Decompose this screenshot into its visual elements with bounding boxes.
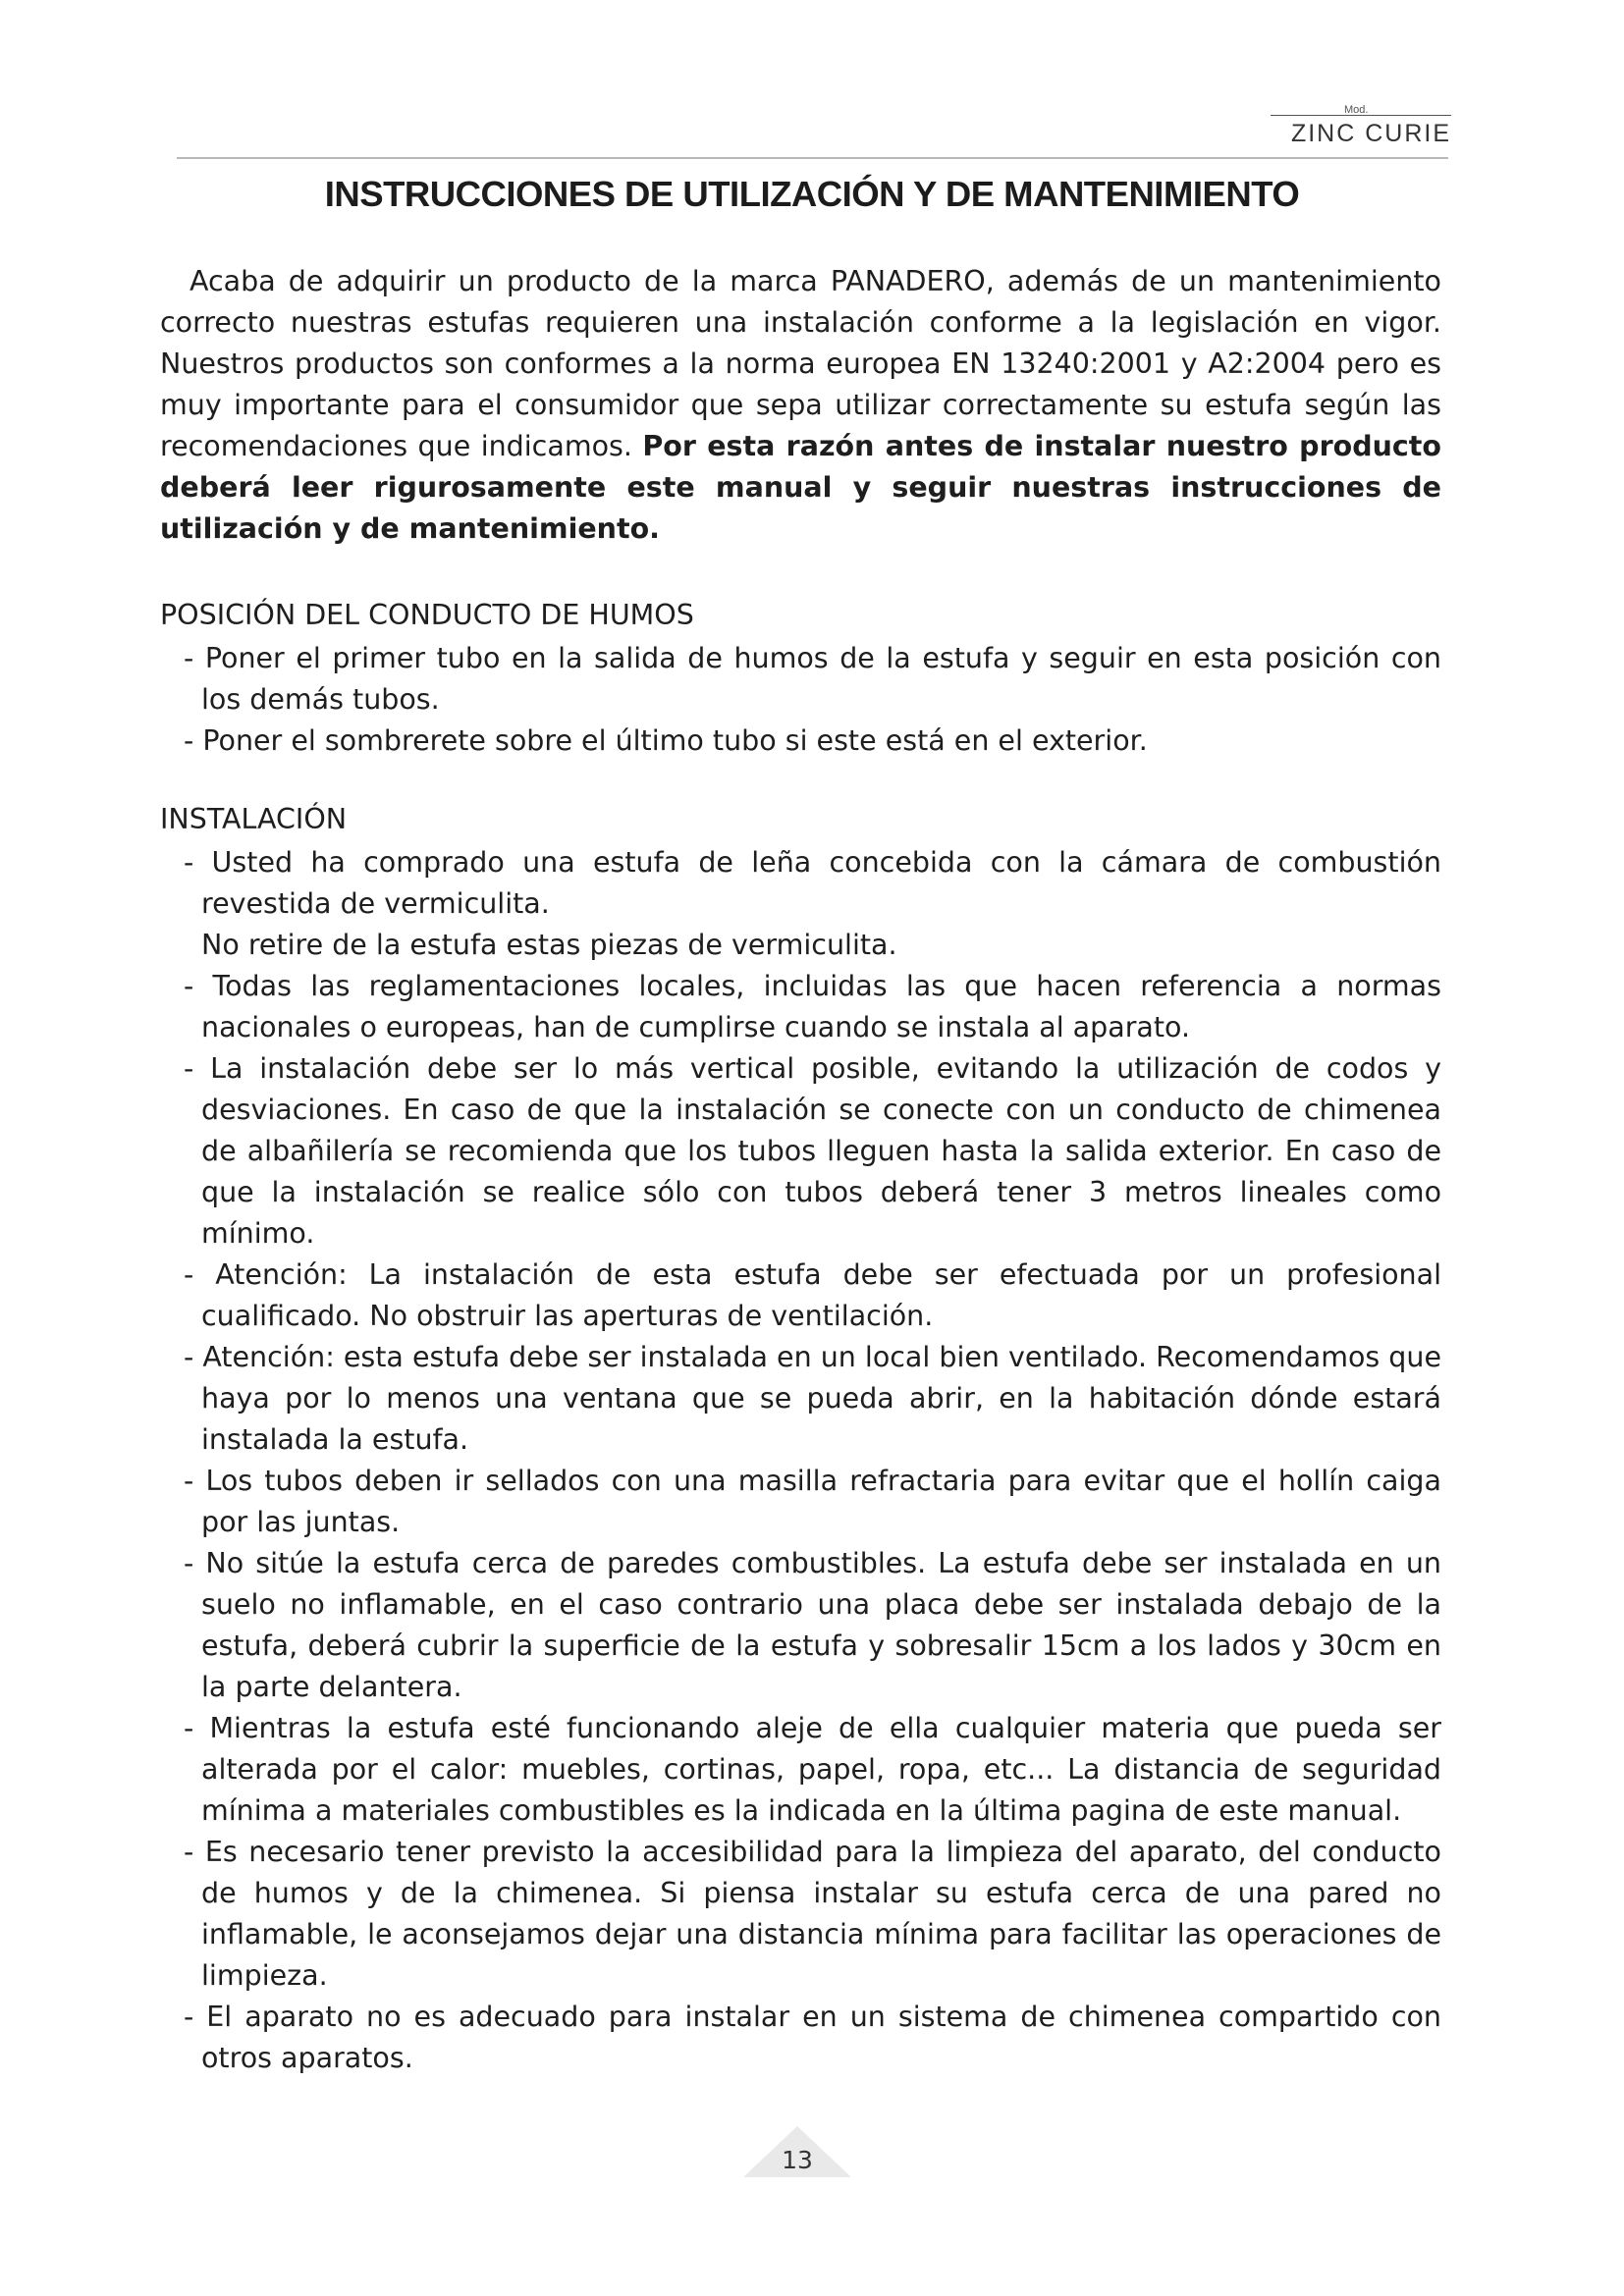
page-title: INSTRUCCIONES DE UTILIZACIÓN Y DE MANTENIMIENTO xyxy=(324,174,1300,214)
list-item: - El aparato no es adecuado para instalar en un sistema de chimenea compartido con otros aparatos. xyxy=(184,2001,1441,2074)
flue-position-list xyxy=(184,638,1441,762)
brand-logo xyxy=(1290,104,1451,148)
page-number: 13 xyxy=(782,2146,813,2174)
list-item-text: - Usted ha comprado una estufa de leña concebida con la cámara de combustión revestida de vermiculita. xyxy=(184,846,1441,920)
document-body xyxy=(160,261,1441,2079)
list-item: - Atención: esta estufa debe ser instalada en un local bien ventilado. Recomendamos que haya por lo menos una ventana que se pueda abrir, en la habitación dónde estará instalada la estufa. xyxy=(184,1341,1441,1456)
brand-model-label: Mod. xyxy=(1343,104,1369,116)
list-item: - Poner el primer tubo en la salida de humos de la estufa y seguir en esta posición con los demás tubos. xyxy=(184,642,1441,716)
list-item-note: No retire de la estufa estas piezas de vermiculita. xyxy=(201,929,897,961)
list-item: - Es necesario tener previsto la accesibilidad para la limpieza del aparato, del conducto de humos y de la chimenea. Si piensa instalar su estufa cerca de una pared no inflamable, le aconsejamos dejar una distancia mínima para facilitar las operaciones de limpieza. xyxy=(184,1836,1441,1992)
list-item: - No sitúe la estufa cerca de paredes combustibles. La estufa debe ser instalada en un suelo no inflamable, en el caso contrario una placa debe ser instalada debajo de la estufa, deberá cubrir la superficie de la estufa y sobresalir 15cm a los lados y 30cm en la parte delantera. xyxy=(184,1547,1441,1703)
intro-text: Acaba de adquirir un producto de la marca PANADERO, además de un mantenimiento correcto nuestras estufas requieren una instalación conforme a la legislación en vigor. Nuestros productos son conformes a la norma europea EN 13240:2001 y A2:2004 pero es muy importante para el consumidor que sepa utilizar correctamente su estufa según las recomendaciones que indicamos. xyxy=(160,265,1441,462)
list-item xyxy=(184,842,1441,966)
list-item: - La instalación debe ser lo más vertical posible, evitando la utilización de codos y desviaciones. En caso de que la instalación se conecte con un conducto de chimenea de albañilería se recomienda que los tubos lleguen hasta la salida exterior. En caso de que la instalación se realice sólo con tubos deberá tener 3 metros lineales como mínimo. xyxy=(184,1052,1441,1250)
list-item: - Atención: La instalación de esta estufa debe ser efectuada por un profesional cualificado. No obstruir las aperturas de ventilación. xyxy=(184,1258,1441,1332)
intro-bold-text: Por esta razón antes de instalar nuestro producto deberá leer rigurosamente este manual y seguir nuestras instrucciones de utilización y de mantenimiento. xyxy=(160,430,1442,545)
intro-paragraph xyxy=(160,261,1441,550)
list-item: - Todas las reglamentaciones locales, incluidas las que hacen referencia a normas nacionales o europeas, han de cumplirse cuando se instala al aparato. xyxy=(184,970,1441,1043)
list-item: - Mientras la estufa esté funcionando aleje de ella cualquier materia que pueda ser alterada por el calor: muebles, cortinas, papel, ropa, etc... La distancia de seguridad mínima a materiales combustibles es la indicada en la última pagina de este manual. xyxy=(184,1712,1441,1827)
header-rule xyxy=(177,157,1448,159)
brand-name: ZINC CURIE xyxy=(1290,120,1451,147)
list-item: - Poner el sombrerete sobre el último tubo si este está en el exterior. xyxy=(184,724,1148,757)
section-heading-installation: INSTALACIÓN xyxy=(160,803,348,835)
section-heading-flue-position: POSICIÓN DEL CONDUCTO DE HUMOS xyxy=(160,599,694,631)
list-item: - Los tubos deben ir sellados con una masilla refractaria para evitar que el hollín caiga por las juntas. xyxy=(184,1465,1441,1538)
installation-list xyxy=(184,842,1441,2079)
page-number-badge xyxy=(743,2126,851,2177)
